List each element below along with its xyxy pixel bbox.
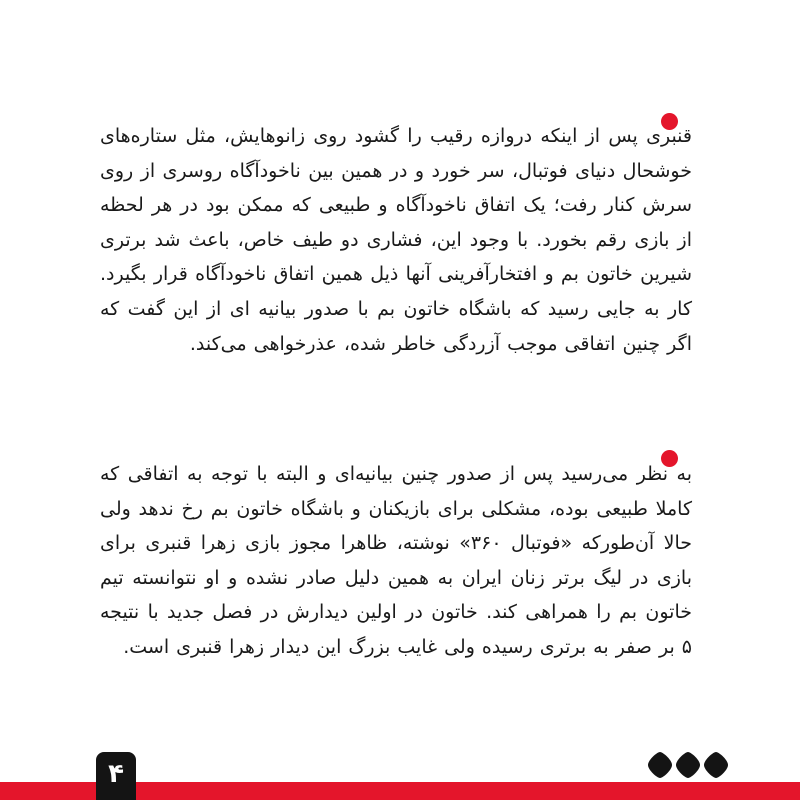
page-number: ۴ bbox=[96, 752, 136, 800]
paragraph-1: قنبری پس از اینکه دروازه رقیب را گشود روی زانوهایش، مثل ستاره‌های خوشحال دنیای فوتبال، سر خورد و در همین بین ناخودآگاه روسری از روی سرش کنار رفت؛ یک اتفاق ناخودآگاه و طبیعی که ممکن بود در هر لحظه از بازی رقم بخورد. با وجود این، فشاری دو طیف خاص، باعث شد برتری شیرین خاتون بم و افتخارآفرینی آنها ذیل همین اتفاق ناخودآگاه قرار بگیرد. کار به جایی رسید که باشگاه خاتون بم با صدور بیانیه ای از این گفت که اگر چنین اتفاقی موجب آزردگی خاطر شده، عذرخواهی می‌کند. bbox=[100, 125, 692, 355]
three-diamond-dots-icon bbox=[646, 750, 730, 780]
paragraph-2: به نظر می‌رسید پس از صدور چنین بیانیه‌ای و البته با توجه به اتفاقی که کاملا طبیعی بوده، مشکلی برای بازیکنان و باشگاه خاتون بم رخ ندهد ولی حالا آن‌طورکه «فوتبال ۳۶۰» نوشته، ظاهرا مجوز بازی زهرا قنبری برای بازی در لیگ برتر زنان ایران به همین دلیل صادر نشده و او نتوانسته تیم خاتون بم را همراهی کند. خاتون در اولین دیدارش در فصل جدید با نتیجه ۵ بر صفر به برتری رسیده ولی غایب بزرگ این دیدار زهرا قنبری است. bbox=[100, 463, 692, 658]
